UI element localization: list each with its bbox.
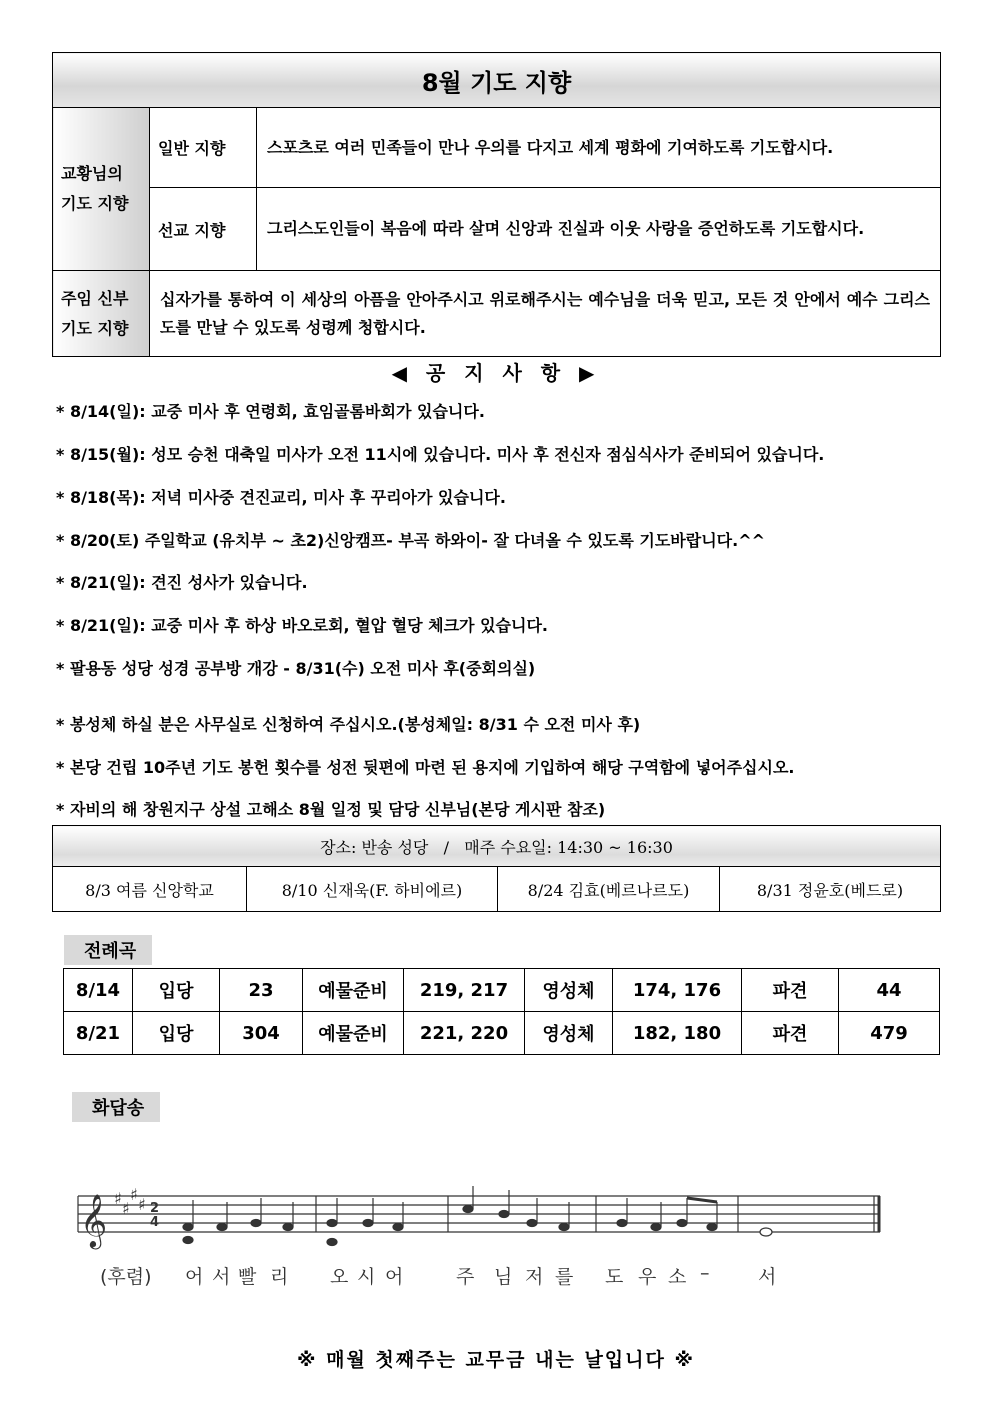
footer-note: ※ 매월 첫째주는 교무금 내는 날입니다 ※ [297,1349,695,1371]
lyric-syllable: 주 [456,1266,475,1288]
lyric-syllable: 어 [185,1266,204,1288]
notice-item: * 자비의 해 창원지구 상설 고해소 8월 일정 및 담당 신부님(본당 게시판 참조) [56,800,606,819]
hymn-part: 입당 [133,969,220,1012]
notice-item: * 8/15(월): 성모 승천 대축일 미사가 오전 11시에 있습니다. 미사 후 전신자 점심식사가 준비되어 있습니다. [56,445,825,464]
lyric-syllable: 리 [270,1266,289,1288]
svg-text:4: 4 [150,1215,160,1230]
svg-text:♯: ♯ [114,1189,122,1208]
schedule-cell: 8/10 신재욱(F. 하비에르) [247,867,498,912]
hymn-number: 304 [220,1012,303,1055]
pope-intention-label: 교황님의 기도 지향 [53,108,150,271]
general-intention-label: 일반 지향 [150,108,257,188]
hymn-number: 182, 180 [613,1012,742,1055]
notice-item: * 8/14(일): 교중 미사 후 연령회, 효임골롬바회가 있습니다. [56,402,485,421]
mission-intention-label: 선교 지향 [150,188,257,271]
svg-text:♯: ♯ [122,1199,130,1218]
psalm-refrain-label: (후렴) [100,1266,152,1288]
hymn-part: 영성체 [525,969,613,1012]
hymn-part: 파견 [742,969,839,1012]
hymn-number: 44 [839,969,940,1012]
mission-intention-text: 그리스도인들이 복음에 따라 살며 신앙과 진실과 이웃 사랑을 증언하도록 기도합시다. [257,188,941,271]
lyric-syllable: 를 [555,1266,574,1288]
lyric-syllable: 시 [357,1266,376,1288]
hymns-label: 전례곡 [64,935,152,965]
psalm-label: 화답송 [72,1092,160,1122]
svg-text:2: 2 [150,1201,160,1216]
notice-item: * 8/21(일): 견진 성사가 있습니다. [56,573,308,592]
lyric-syllable: 소 [668,1266,687,1288]
notice-item: * 본당 건립 10주년 기도 봉헌 횟수를 성전 뒷편에 마련 된 용지에 기입하여 해당 구역함에 넣어주십시오. [56,758,795,777]
notices-title: ◀ 공 지 사 항 ▶ [391,361,601,385]
schedule-cell: 8/31 정윤호(베드로) [720,867,941,912]
svg-text:♯: ♯ [130,1185,138,1204]
hymn-number: 479 [839,1012,940,1055]
lyric-syllable: 서 [758,1266,777,1288]
schedule-cell: 8/24 김효(베르나르도) [498,867,720,912]
pastor-intention-text: 십자가를 통하여 이 세상의 아픔을 안아주시고 위로해주시는 예수님을 더욱 믿고, 모든 것 안에서 예수 그리스도를 만날 수 있도록 성령께 청합시다. [150,271,941,357]
hymn-number: 23 [220,969,303,1012]
lyric-syllable: 오 [330,1266,349,1288]
hymn-part: 예물준비 [303,969,404,1012]
notice-item: * 팔용동 성당 성경 공부방 개강 - 8/31(수) 오전 미사 후(중회의실) [56,659,536,678]
hymn-number: 219, 217 [404,969,525,1012]
lyric-syllable: 빨 [238,1266,257,1288]
svg-text:♯: ♯ [138,1195,146,1214]
hymn-number: 174, 176 [613,969,742,1012]
hymn-part: 파견 [742,1012,839,1055]
hymn-part: 입당 [133,1012,220,1055]
general-intention-text: 스포츠로 여러 민족들이 만나 우의를 다지고 세계 평화에 기여하도록 기도합시다. [257,108,941,188]
hymn-number: 221, 220 [404,1012,525,1055]
table-row [64,1012,940,1055]
hymns-table [63,968,940,1055]
treble-clef-icon: 𝄞 [80,1193,108,1247]
hymn-date: 8/14 [64,969,133,1012]
lyric-syllable: – [700,1262,710,1284]
notice-item: * 8/20(토) 주일학교 (유치부 ~ 초2)신앙캠프- 부곡 하와이- 잘 다녀올 수 있도록 기도바랍니다.^^ [56,531,766,550]
lyric-syllable: 도 [605,1266,624,1288]
prayer-table [52,52,941,357]
hymn-date: 8/21 [64,1012,133,1055]
schedule-cell: 8/3 여름 신앙학교 [53,867,247,912]
table-row [64,969,940,1012]
lyric-syllable: 저 [525,1266,544,1288]
hymn-part: 영성체 [525,1012,613,1055]
prayer-title: 8월 기도 지향 [53,53,941,108]
notice-item: * 8/21(일): 교중 미사 후 하상 바오로회, 혈압 혈당 체크가 있습니다. [56,616,548,635]
notice-item: * 8/18(목): 저녁 미사중 견진교리, 미사 후 꾸리아가 있습니다. [56,488,506,507]
confession-schedule-table [52,825,941,912]
lyric-syllable: 님 [494,1266,513,1288]
lyric-syllable: 우 [638,1266,657,1288]
lyric-syllable: 서 [212,1266,231,1288]
schedule-header: 장소: 반송 성당 / 매주 수요일: 14:30 ~ 16:30 [53,826,941,867]
notice-item: * 봉성체 하실 분은 사무실로 신청하여 주십시오.(봉성체일: 8/31 수 오전 미사 후) [56,715,641,734]
hymn-part: 예물준비 [303,1012,404,1055]
pastor-intention-label: 주임 신부 기도 지향 [53,271,150,357]
lyric-syllable: 어 [385,1266,404,1288]
